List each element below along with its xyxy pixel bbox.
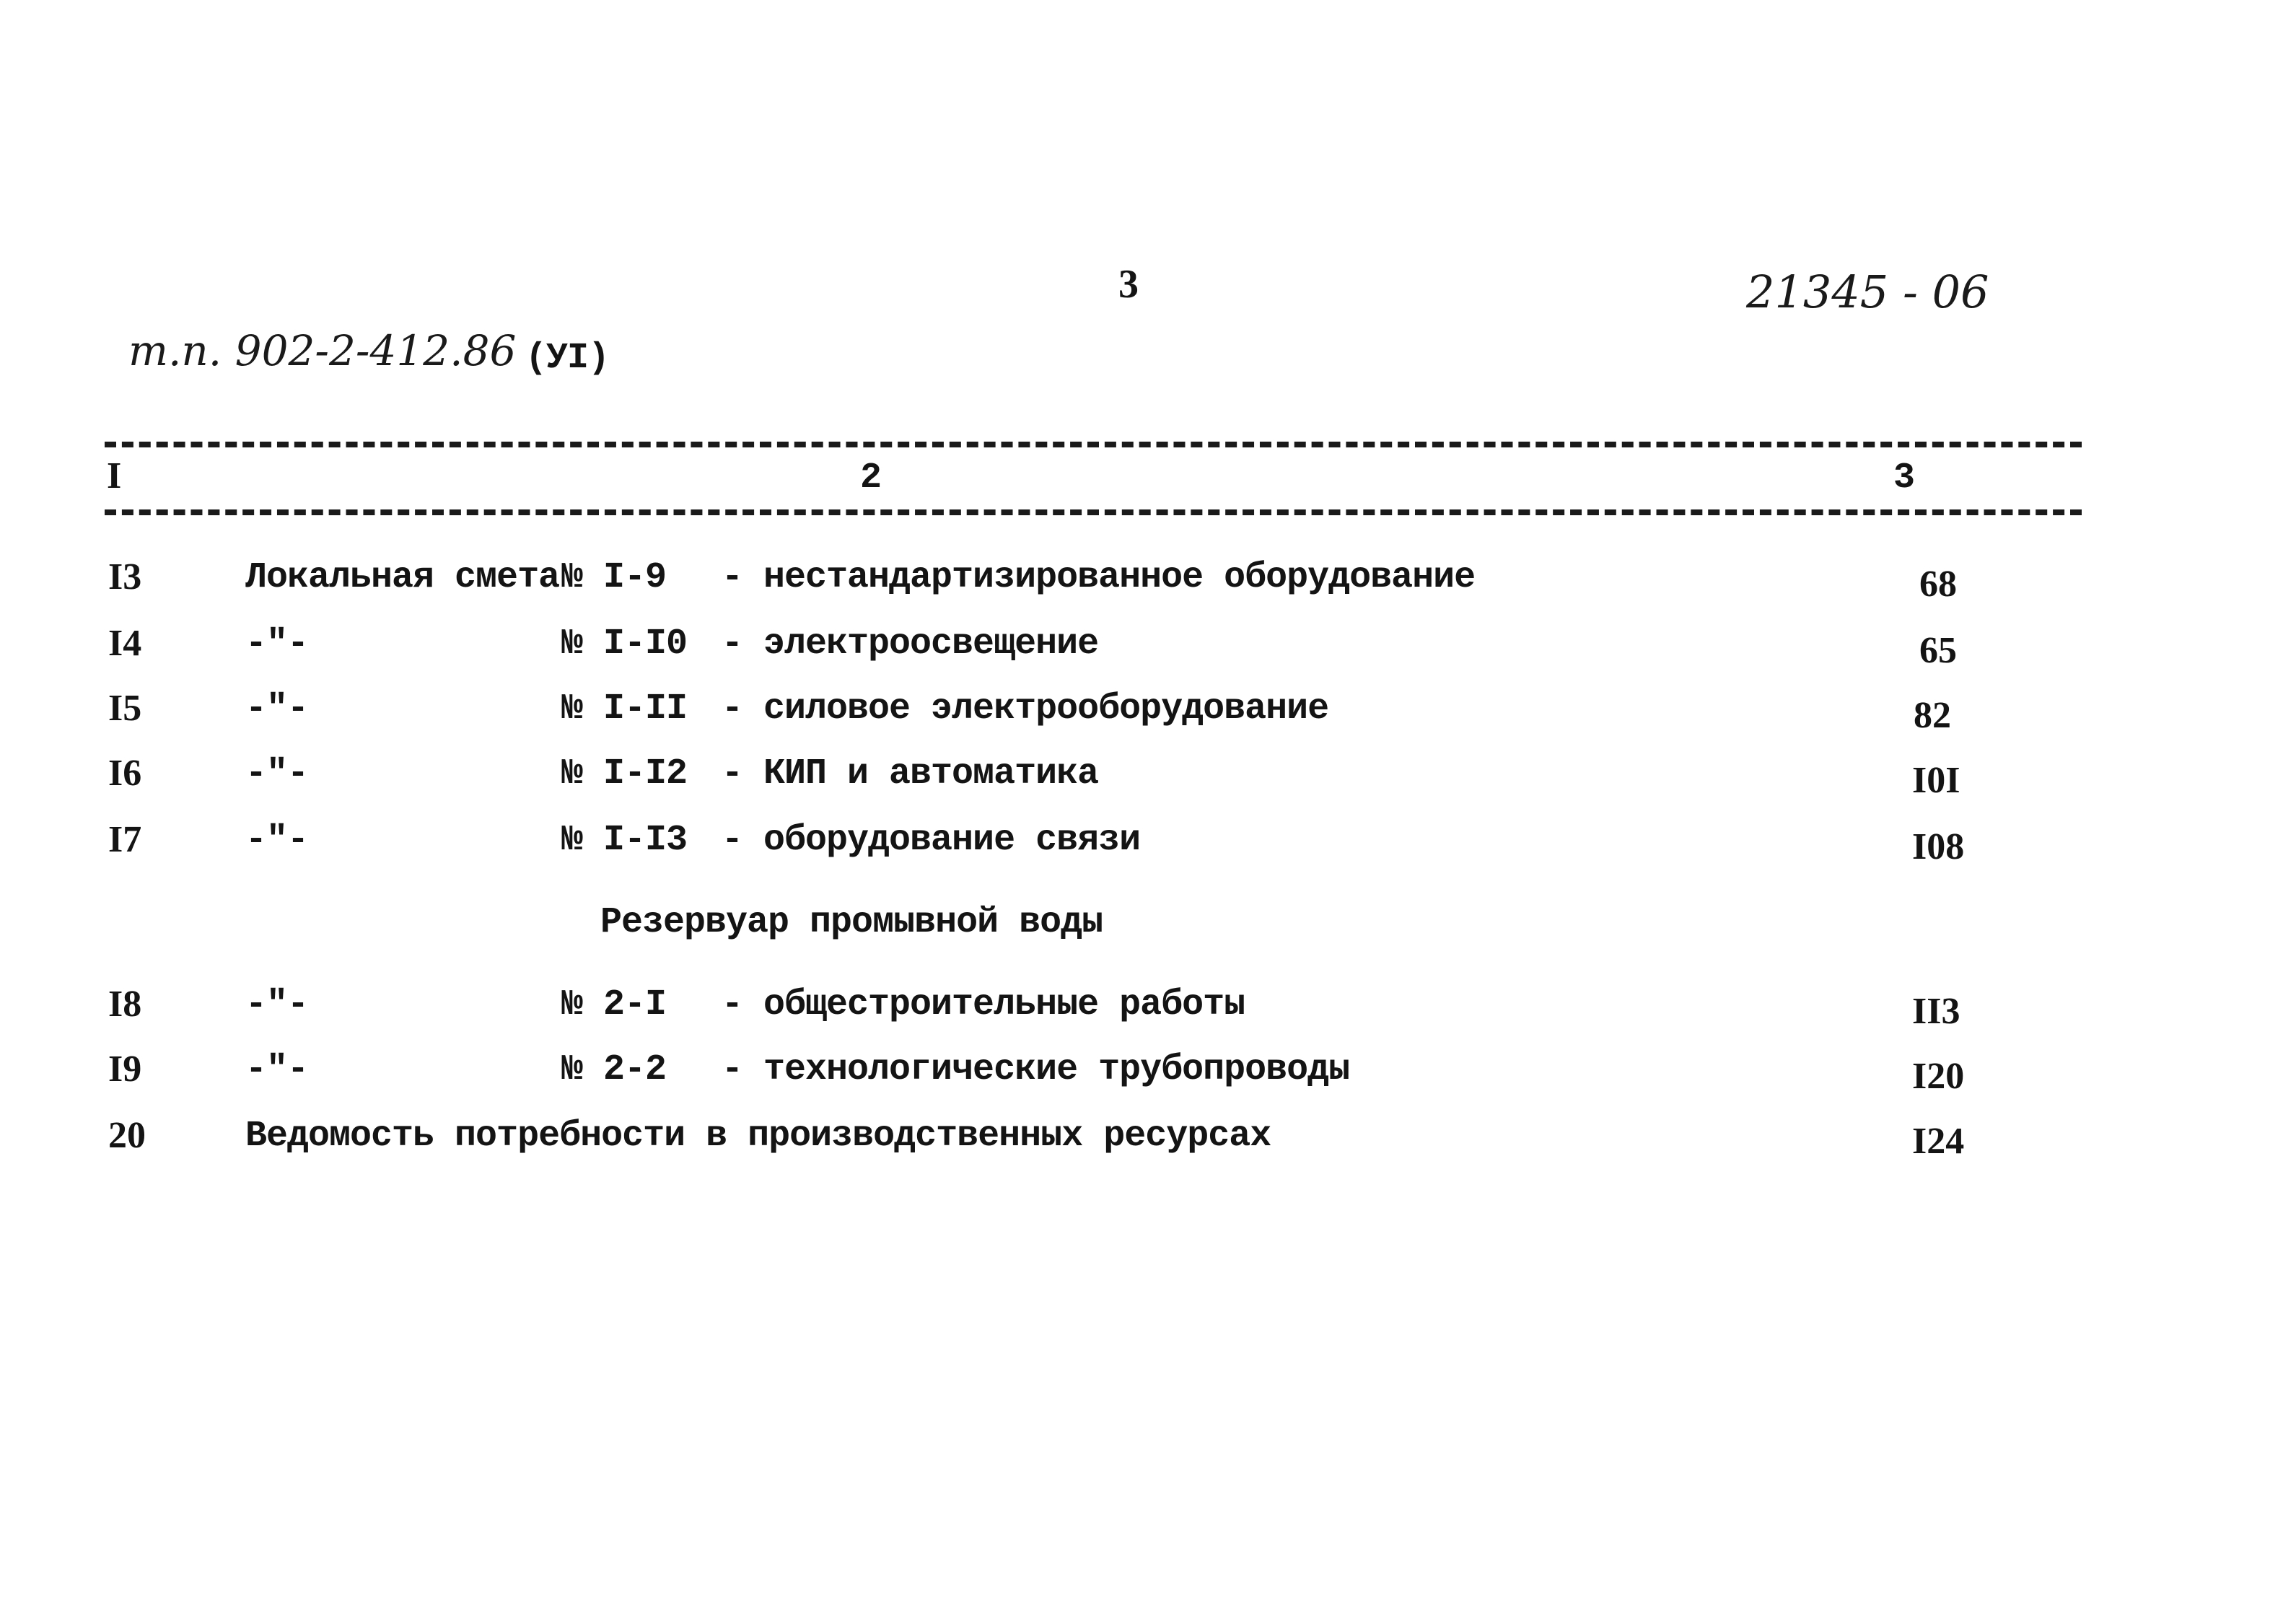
row-name: -"- — [245, 623, 309, 665]
row-estimate-no: № I-I3 — [561, 820, 688, 861]
row-estimate-no: № I-9 — [561, 557, 667, 598]
row-number: I7 — [108, 819, 142, 860]
table-header-rule — [105, 509, 2082, 515]
row-page: 82 — [1914, 695, 1951, 736]
row-page: 68 — [1919, 564, 1957, 605]
row-description: - электроосвещение — [722, 623, 1099, 665]
row-estimate-no: № 2-I — [561, 984, 667, 1025]
row-description: Ведомость потребности в производственных ресурсах — [245, 1116, 1271, 1157]
row-estimate-no: № 2-2 — [561, 1049, 667, 1090]
row-number: 20 — [108, 1115, 146, 1156]
row-description: - общестроительные работы — [722, 984, 1245, 1025]
row-page: 65 — [1919, 630, 1957, 671]
page-number: 3 — [1118, 262, 1139, 307]
row-number: I4 — [108, 623, 142, 664]
row-name: -"- — [245, 984, 309, 1025]
row-name: Локальная смета — [245, 557, 560, 598]
project-code: т.п. 902-2-412.86 — [128, 326, 517, 375]
row-estimate-no: № I-I0 — [561, 623, 688, 665]
row-description: - оборудование связи — [722, 820, 1141, 861]
section-title: Резервуар промывной воды — [600, 902, 1103, 943]
row-page: II3 — [1912, 991, 1960, 1032]
row-estimate-no: № I-I2 — [561, 753, 688, 795]
table-top-rule — [105, 442, 2082, 447]
row-number: I9 — [108, 1049, 142, 1090]
row-page: I24 — [1912, 1121, 1965, 1162]
row-name: -"- — [245, 688, 309, 730]
row-page: I20 — [1912, 1056, 1965, 1097]
column-header-2: 2 — [860, 458, 882, 499]
row-number: I8 — [108, 984, 142, 1025]
row-number: I3 — [108, 556, 142, 598]
column-header-3: 3 — [1893, 458, 1915, 499]
column-header-1: I — [107, 455, 122, 496]
row-description: - КИП и автоматика — [722, 753, 1099, 795]
row-estimate-no: № I-II — [561, 688, 688, 730]
row-name: -"- — [245, 820, 309, 861]
row-page: I0I — [1912, 760, 1960, 801]
document-code: 21345 - 06 — [1746, 266, 1989, 318]
row-description: - технологические трубопроводы — [722, 1049, 1350, 1090]
row-page: I08 — [1912, 826, 1965, 867]
row-name: -"- — [245, 753, 309, 795]
row-number: I5 — [108, 688, 142, 729]
row-description: - силовое электрооборудование — [722, 688, 1329, 730]
row-description: - нестандартизированное оборудование — [722, 557, 1476, 598]
album-number: (УI) — [525, 338, 610, 379]
row-number: I6 — [108, 753, 142, 794]
row-name: -"- — [245, 1049, 309, 1090]
